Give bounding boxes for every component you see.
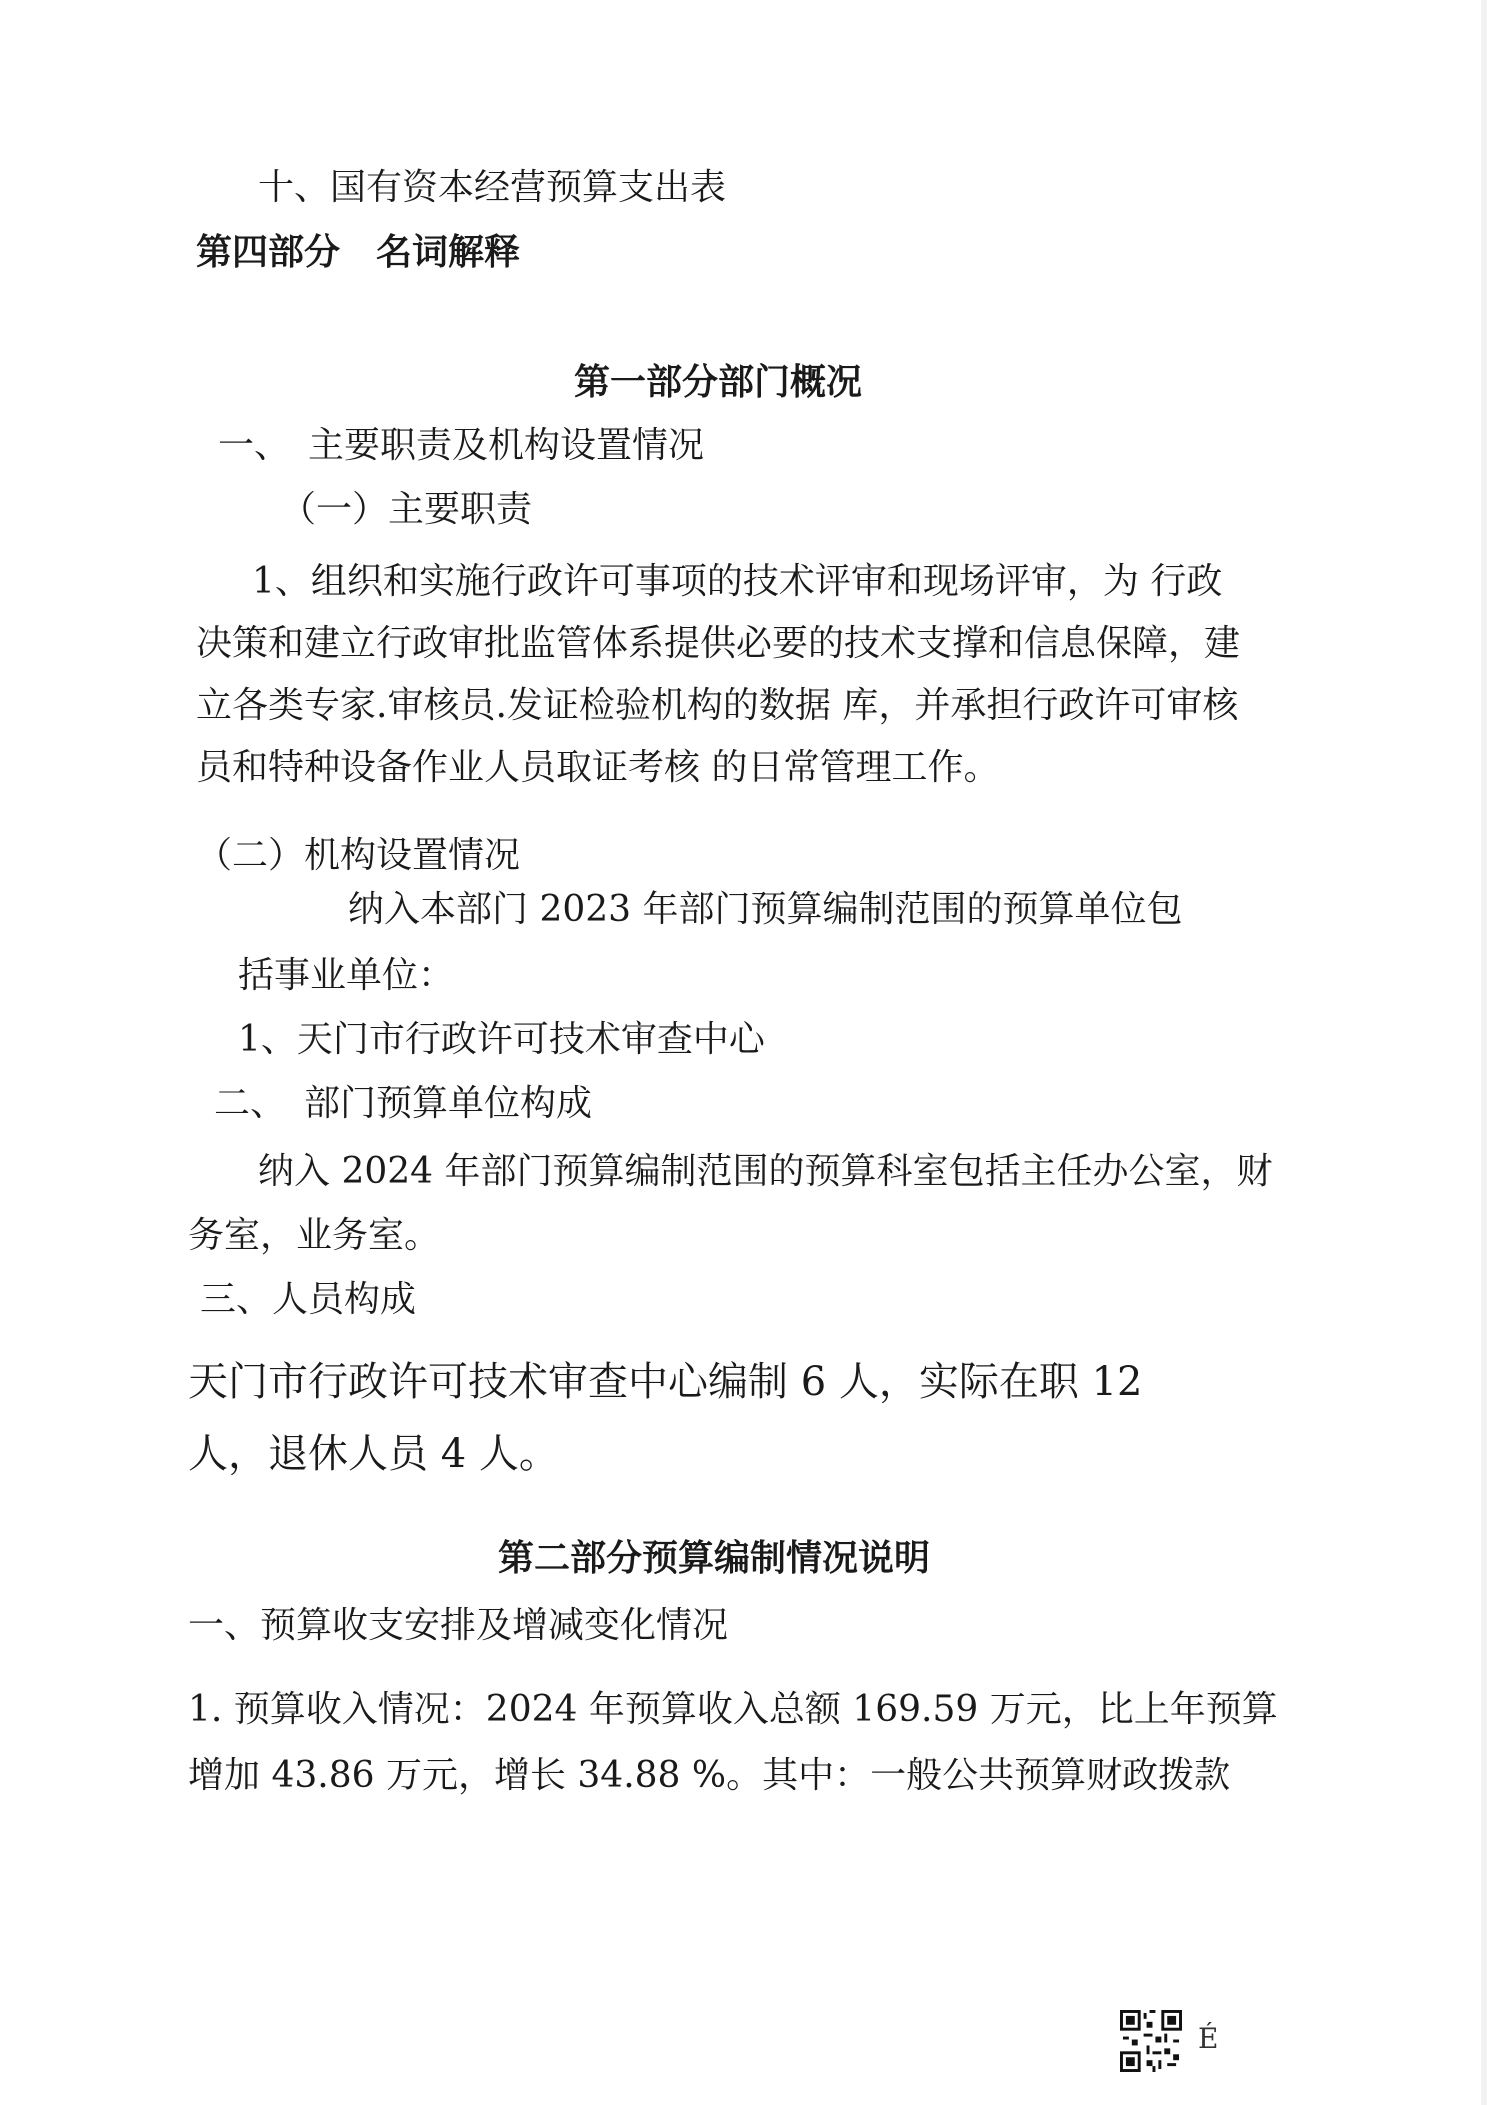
subheading-main-duties: （一）主要职责 xyxy=(280,489,533,530)
subheading-income-expenditure: 一、预算收支安排及增减变化情况 xyxy=(188,1605,729,1646)
subheading-org-setup: （二）机构设置情况 xyxy=(196,835,521,876)
scan-edge xyxy=(1481,0,1487,2105)
toc-item-ten: 十、国有资本经营预算支出表 xyxy=(258,167,727,208)
paragraph-duties-line: 1、组织和实施行政许可事项的技术评审和现场评审，为 行政 xyxy=(252,561,1223,602)
section-heading-part-two: 第二部分预算编制情况说明 xyxy=(498,1537,931,1579)
paragraph-budget-units-line: 务室，业务室。 xyxy=(188,1215,441,1256)
toc-part-four: 第四部分 名词解释 xyxy=(196,231,521,273)
corner-mark: É xyxy=(1198,2022,1219,2055)
paragraph-income-line: 增加 43.86 万元，增长 34.88 %。其中：一般公共预算财政拨款 xyxy=(188,1755,1231,1796)
subheading-staff: 三、人员构成 xyxy=(200,1279,417,1320)
subheading-budget-units: 二、 部门预算单位构成 xyxy=(214,1083,593,1124)
paragraph-staff-line: 人，退休人员 4 人。 xyxy=(188,1431,559,1477)
paragraph-duties-line: 立各类专家.审核员.发证检验机构的数据 库，并承担行政许可审核 xyxy=(196,685,1239,726)
list-item-unit: 1、天门市行政许可技术审查中心 xyxy=(238,1019,765,1060)
subheading-duties-structure: 一、 主要职责及机构设置情况 xyxy=(218,425,705,466)
paragraph-duties-line: 员和特种设备作业人员取证考核 的日常管理工作。 xyxy=(196,747,1000,788)
paragraph-org-line: 括事业单位： xyxy=(238,955,455,996)
qr-code-icon xyxy=(1120,2010,1182,2072)
paragraph-staff-line: 天门市行政许可技术审查中心编制 6 人，实际在职 12 xyxy=(188,1359,1143,1405)
paragraph-income-line: 1. 预算收入情况：2024 年预算收入总额 169.59 万元，比上年预算 xyxy=(188,1689,1278,1730)
paragraph-duties-line: 决策和建立行政审批监管体系提供必要的技术支撑和信息保障，建 xyxy=(196,623,1241,664)
section-heading-part-one: 第一部分部门概况 xyxy=(574,361,863,403)
paragraph-org-line: 纳入本部门 2023 年部门预算编制范围的预算单位包 xyxy=(348,889,1183,930)
paragraph-budget-units-line: 纳入 2024 年部门预算编制范围的预算科室包括主任办公室，财 xyxy=(258,1151,1273,1192)
